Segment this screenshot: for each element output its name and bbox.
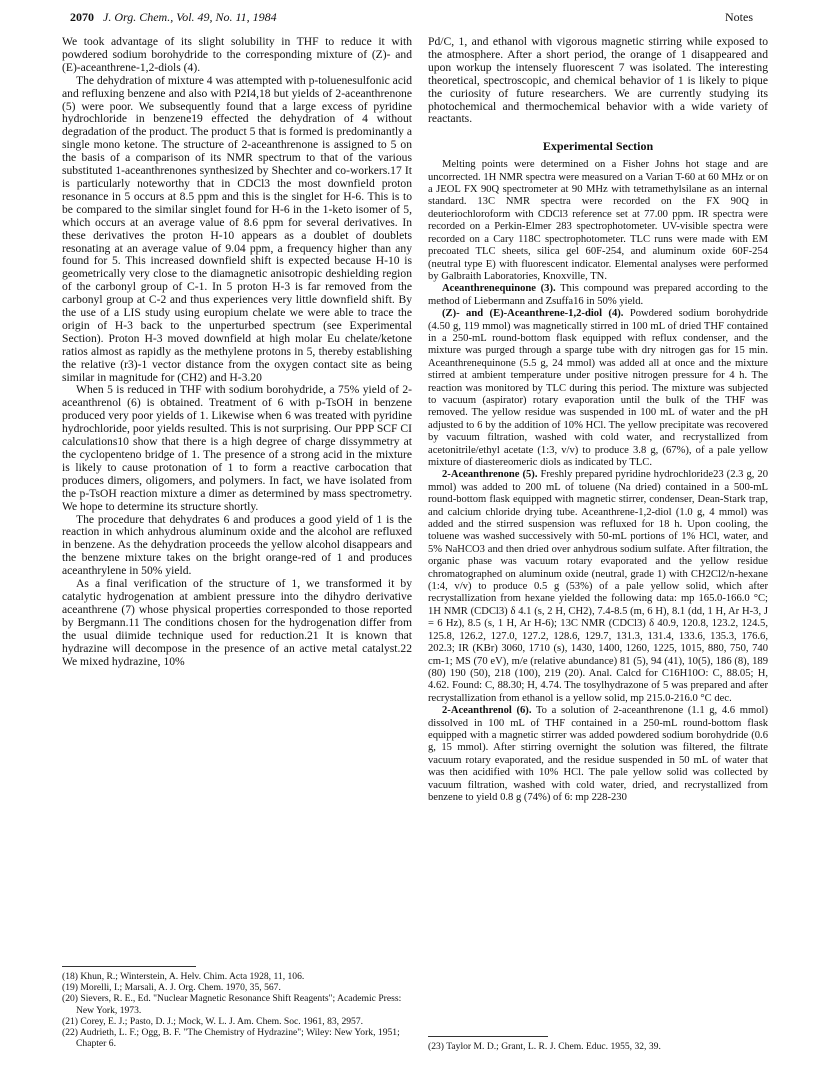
footnote: (20) Sievers, R. E., Ed. "Nuclear Magnetic Resonance Shift Reagents"; Academic Press: New York, 1973. (62, 993, 402, 1016)
paragraph: The dehydration of mixture 4 was attempted with p-toluenesulfonic acid and refluxing benzene and also with P2I4,18 but yields of 2-aceanthrenone (5) were poor. We subsequently found that a large excess of pyridine hydrochloride in benzene19 effected the dehydration of 4 without degradation of the product. The product 5 that is formed is predominantly a single mono ketone. The structure of 2-aceanthrenone is assigned to 5 on the basis of a comparison of its NMR spectrum to that of the various substituted 1-aceanthrenones synthesized by Shechter and co-workers.17 It is particularly noteworthy that in CDCl3 the most downfield proton resonance in 5 occurs at 8.5 ppm and this is the singlet for H-6. This is to be compared to the similar singlet found for H-6 in the 1-keto isomer of 5, which occurs at an average value of 8.6 ppm for several derivatives. In these derivatives the proton H-10 appears as a doublet of doublets resonating at an average value of 9.04 ppm, a frequency higher than any found for 5. This increased downfield shift is expected because H-10 is geometrically very close to the diamagnetic anisotropic deshielding region of the carbonyl group of C-1. In 5 proton H-3 is far removed from the carbonyl group at C-2 and thus experiences very little downfield shift. By the use of a LIS study using europium chelate we were able to trace the origin of H-3 back to the unperturbed spectrum (see Experimental Section). Proton H-3 moved downfield at high molar Eu chelate/ketone ratios almost as rapidly as the methylene protons in 5, thereby establishing the relative (r3)-1 vector distance from the oxygen contact site as being similar in magnitude for (CH2) and H-3.20 (62, 73, 412, 384)
experimental-text: Freshly prepared pyridine hydrochloride23 (2.3 g, 20 mmol) was added to 200 mL of toluene (Na dried) contained in a 500-mL round-bottom flask equipped with magnetic stirrer, condenser, Dean-Stark trap, and calcium chloride drying tube. Aceanthrene-1,2-diol (1.0 g, 4 mmol) was added and the stirred suspension was refluxed for 18 h. Upon cooling, the toluene was washed successively with 50-mL portions of 1% HCl, water, and 5% NaHCO3 and then dried over anhydrous sodium sulfate. After filtration, the organic phase was vacuum rotary evaporated and the yellow residue chromatographed on aluminum oxide (neutral, grade 1) with CH2Cl2/n-hexane (1:4, v/v) to produce 0.5 g (53%) of a pale yellow solid, which after recrystallization from hexane yielded the following data: mp 165.0-166.0 °C; 1H NMR (CDCl3) δ 4.1 (s, 2 H, CH2), 7.4-8.5 (m, 6 H), 8.1 (dd, 1 H, Ar H-3, J = 6 Hz), 8.5 (s, 1 H, Ar H-6); 13C NMR (CDCl3) δ 40.9, 120.8, 123.2, 124.5, 125.8, 126.2, 127.0, 127.2, 128.6, 129.7, 131.3, 131.4, 133.6, 135.3, 176.6, 202.3; IR (KBr) 3060, 1710 (s), 1430, 1400, 1260, 1225, 1015, 880, 750, 740 cm-1; MS (70 eV), m/e (relative abundance) 81 (5), 94 (41), 10(5), 186 (8), 189 (80) 190 (50), 218 (100), 219 (20). Anal. Calcd for C16H10O: C, 88.05; H, 4.62. Found: C, 88.30; H, 4.74. The tosylhydrazone of 5 was prepared and after recrystallization from ethanol is a yellow solid, mp 215.0-216.0 °C dec. (428, 469, 769, 704)
paragraph: Pd/C, 1, and ethanol with vigorous magnetic stirring while exposed to the atmosphere. After a short period, the orange of 1 disappeared and upon workup the intensely fluorescent 7 was isolated. The interesting theoretical, spectroscopic, and chemical behavior of 1 is likely to pique the curiosity of future researchers. We are currently studying its photochemical and thermochemical behavior with a wide variety of reactants. (428, 35, 768, 126)
footnote: (21) Corey, E. J.; Pasto, D. J.; Mock, W. L. J. Am. Chem. Soc. 1961, 83, 2957. (62, 1015, 364, 1027)
footnotes-left (62, 966, 412, 1049)
section-label: Notes (725, 10, 753, 24)
experimental-title: Aceanthrenequinone (3). (442, 283, 556, 295)
page-header (70, 10, 753, 28)
footnotes-right (428, 1036, 768, 1052)
experimental-paragraph (428, 705, 768, 804)
right-column (428, 36, 768, 804)
header-left (70, 10, 277, 25)
journal-citation: J. Org. Chem., Vol. 49, No. 11, 1984 (103, 10, 277, 24)
experimental-text: Melting points were determined on a Fisher Johns hot stage and are uncorrected. 1H NMR spectra were measured on a Varian T-60 at 60 MHz or on a JEOL FX 90Q spectrometer at 90 MHz with tetramethylsilane as an internal standard. 13C NMR spectra were recorded on the FX 90Q in deuteriochloroform with CDCl3 reference set at 77.00 ppm. IR spectra were recorded on a Perkin-Elmer 283 spectrophotometer. UV-visible spectra were recorded on a Cary 118C spectrophotometer. TLC runs were made with EM precoated TLC sheets, silica gel 60F-254, and aluminum oxide 60F-254 (neutral type E) with fluorescent indicator. Elemental analyses were performed by Galbraith Laboratories, Knoxville, TN. (428, 159, 768, 282)
footnote: (22) Audrieth, L. F.; Ogg, B. F. "The Chemistry of Hydrazine"; Wiley: New York, 1951; Chapter 6. (62, 1027, 400, 1050)
footnote-rule (428, 1036, 548, 1037)
experimental-paragraph (428, 159, 768, 283)
footnote-rule (62, 966, 196, 967)
page-number: 2070 (70, 10, 94, 24)
footnote: (18) Khun, R.; Winterstein, A. Helv. Chim. Acta 1928, 11, 106. (62, 971, 305, 982)
experimental-paragraph (428, 469, 768, 705)
footnote: (19) Morelli, I.; Marsali, A. J. Org. Chem. 1970, 35, 567. (62, 982, 281, 994)
experimental-title: (Z)- and (E)-Aceanthrene-1,2-diol (4). (442, 308, 624, 320)
experimental-title: 2-Aceanthrenone (5). (442, 469, 538, 481)
experimental-section (428, 159, 768, 804)
experimental-text: Powdered sodium borohydride (4.50 g, 119 mmol) was magnetically stirred in 100 mL of dried THF contained in a 250-mL round-bottom flask equipped with reflux condenser, and the mixture was purged through a sparge tube with dry nitrogen gas for 15 min. Aceanthrenequinone (5.5 g, 24 mmol) was added all at once and the mixture stirred at ambient temperature under positive nitrogen pressure for 4 h. The reaction was monitored by TLC during this period. The mixture was subjected to vacuum (aspirator) rotary evaporation until the bulk of the THF was removed. The yellow residue was suspended in 100 mL of water and the pH adjusted to 6 by the addition of 10% HCl. The yellow precipitate was recovered by vacuum filtration, washed with cold water, and recrystallized from acetonitrile/ethyl acetate (1:3, v/v) to produce 3.8 g, (67%), of a pale yellow mixture of diastereomeric diols as indicated by TLC. (428, 308, 768, 468)
experimental-paragraph (428, 283, 768, 308)
experimental-title: 2-Aceanthrenol (6). (442, 705, 532, 717)
experimental-paragraph (428, 308, 768, 469)
paragraph: We took advantage of its slight solubility in THF to reduce it with powdered sodium borohydride to the corresponding mixture of (Z)- and (E)-aceanthrene-1,2-diols (4). (62, 35, 412, 74)
section-heading: Experimental Section (542, 139, 654, 154)
paragraph: As a final verification of the structure of 1, we transformed it by catalytic hydrogenation at ambient pressure into the dihydro derivative aceanthrene (7) whose physical properties corresponded to those reported by Bergmann.11 The conditions chosen for the hydrogenation differ from the usual diimide technique used for reduction.21 It is known that hydrazine will decompose in the presence of an active metal catalyst.22 We mixed hydrazine, 10% (62, 577, 412, 668)
experimental-text: To a solution of 2-aceanthrenone (1.1 g, 4.6 mmol) dissolved in 100 mL of THF contained in a 250-mL round-bottom flask equipped with a magnetic stirrer was added powdered sodium borohydride (0.6 g, 15 mmol). After stirring overnight the solution was filtered, the filtrate vacuum rotary evaporated, and the residue suspended in 50 mL of water that was then acidified with 10% HCl. The pale yellow solid was collected by vacuum filtration, washed with cold water, dried, and recrystallized from benzene to yield 0.8 g (74%) of 6: mp 228-230 (428, 705, 768, 803)
paragraph: When 5 is reduced in THF with sodium borohydride, a 75% yield of 2-aceanthrenol (6) is obtained. Treatment of 6 with p-TsOH in benzene produced very poor yields of 1. Likewise when 6 was treated with pyridine hydrochloride, poor yields resulted. This is not surprising. Our PPP SCF CI calculations10 show that there is a high degree of charge dissymmetry at the cyclopenteno bridge of 1. The presence of a strong acid in the mixture is likely to cause protonation of 1 to form a reactive carbocation that produces dimers, oligomers, and polymers. In fact, we have isolated from the p-TsOH reaction mixture a dimer as determined by mass spectrometry. We hope to determine its structure shortly. (62, 383, 412, 513)
left-column (62, 36, 412, 668)
experimental-text: This compound was prepared according to the method of Liebermann and Zsuffa16 in 50% yield. (428, 283, 768, 307)
paragraph: The procedure that dehydrates 6 and produces a good yield of 1 is the reaction in which anhydrous aluminum oxide and the alcohol are refluxed in benzene. As the dehydration proceeds the yellow alcohol disappears and the benzene mixture takes on the bright orange-red of 1 and produces aceanthrylene in 50% yield. (62, 512, 412, 578)
footnote: (23) Taylor M. D.; Grant, L. R. J. Chem. Educ. 1955, 32, 39. (428, 1041, 661, 1052)
